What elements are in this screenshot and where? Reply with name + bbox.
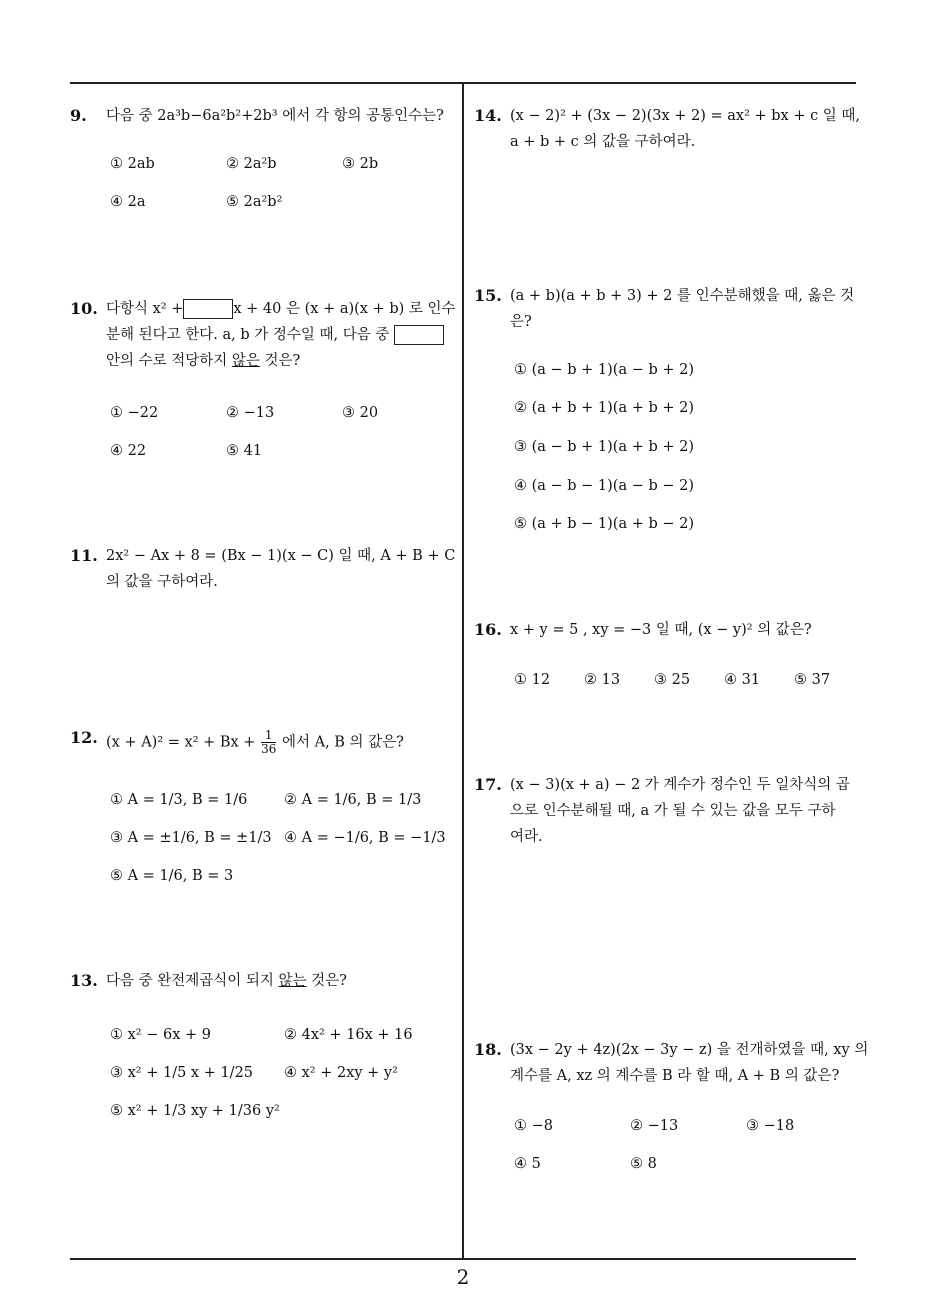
- text-line: 은?: [510, 314, 532, 330]
- choice-1[interactable]: ① −22: [110, 405, 159, 421]
- text-line: (x − 3)(x + a) − 2 가 계수가 정수인 두 일차식의 곱: [510, 777, 850, 793]
- question-number: 16.: [474, 620, 502, 639]
- choice-4[interactable]: ④ 2a: [110, 194, 146, 210]
- text-part: 다음 중 완전제곱식이 되지: [106, 973, 274, 989]
- question-number: 14.: [474, 106, 502, 125]
- question-number: 17.: [474, 775, 502, 794]
- choice-5[interactable]: ⑤ (a + b − 1)(a + b − 2): [514, 516, 695, 532]
- text-line: (a + b)(a + b + 3) + 2 를 인수분해했을 때, 옳은 것: [510, 288, 855, 304]
- choice-4[interactable]: ④ 22: [110, 443, 147, 459]
- choice-5[interactable]: ⑤ 41: [226, 443, 263, 459]
- choice-3[interactable]: ③ −18: [746, 1118, 795, 1134]
- choice-2[interactable]: ② 13: [584, 672, 621, 688]
- question-number: 13.: [70, 971, 98, 990]
- text-part: x + 40 은 (x + a)(x + b) 로 인수: [233, 301, 456, 317]
- choice-2[interactable]: ② 4x² + 16x + 16: [284, 1027, 413, 1043]
- text-line: a + b + c 의 값을 구하여라.: [510, 134, 696, 150]
- question-text: [106, 543, 458, 595]
- text-part: 것은?: [264, 353, 301, 369]
- page-number: 2: [456, 1265, 470, 1289]
- question-number: 10.: [70, 299, 98, 318]
- choice-1[interactable]: ① 12: [514, 672, 551, 688]
- question-number: 15.: [474, 286, 502, 305]
- choice-5[interactable]: ⑤ 8: [630, 1156, 657, 1172]
- choice-5[interactable]: ⑤ x² + 1/3 xy + 1/36 y²: [110, 1103, 280, 1119]
- answer-box: [394, 325, 444, 345]
- answer-box: [183, 299, 233, 319]
- question-number: 9.: [70, 106, 87, 125]
- text-part: (x + A)² = x² + Bx +: [106, 734, 256, 751]
- text-line: (3x − 2y + 4z)(2x − 3y − z) 을 전개하였을 때, xy 의: [510, 1042, 869, 1058]
- question-text: x + y = 5 , xy = −3 일 때, (x − y)² 의 값은?: [510, 622, 812, 638]
- question-text: [510, 1037, 869, 1089]
- choice-1[interactable]: ① x² − 6x + 9: [110, 1027, 211, 1043]
- question-text: [510, 103, 860, 155]
- question-text: [106, 729, 404, 756]
- choice-2[interactable]: ② −13: [630, 1118, 679, 1134]
- choice-4[interactable]: ④ A = −1/6, B = −1/3: [284, 830, 446, 846]
- choice-3[interactable]: ③ x² + 1/5 x + 1/25: [110, 1065, 254, 1081]
- choice-2[interactable]: ② A = 1/6, B = 1/3: [284, 792, 422, 808]
- text-part: 안의 수로 적당하지: [106, 353, 228, 369]
- fraction: [261, 729, 276, 756]
- text-part: 다항식 x² +: [106, 301, 184, 317]
- underlined-text: 않는: [278, 973, 307, 989]
- choice-1[interactable]: ① A = 1/3, B = 1/6: [110, 792, 248, 808]
- question-text: [510, 772, 860, 850]
- choice-1[interactable]: ① 2ab: [110, 156, 155, 172]
- text-part: 분해 된다고 한다. a, b 가 정수일 때, 다음 중: [106, 327, 390, 343]
- choice-4[interactable]: ④ 31: [724, 672, 761, 688]
- text-part: 에서 A, B 의 값은?: [281, 734, 404, 751]
- underlined-text: 않은: [231, 353, 260, 369]
- question-number: 12.: [70, 728, 98, 747]
- text-line: 의 값을 구하여라.: [106, 574, 218, 590]
- text-line: (x − 2)² + (3x − 2)(3x + 2) = ax² + bx + c 일 때,: [510, 108, 861, 124]
- question-text: [106, 968, 347, 994]
- choice-4[interactable]: ④ x² + 2xy + y²: [284, 1065, 398, 1081]
- question-number: 18.: [474, 1040, 502, 1059]
- choice-3[interactable]: ③ 25: [654, 672, 691, 688]
- bottom-rule: [70, 1258, 856, 1260]
- choice-4[interactable]: ④ 5: [514, 1156, 541, 1172]
- text-line: 계수를 A, xz 의 계수를 B 라 할 때, A + B 의 값은?: [510, 1068, 840, 1084]
- text-line: 으로 인수분해될 때, a 가 될 수 있는 값을 모두 구하: [510, 803, 836, 819]
- fraction-denominator: 36: [261, 742, 277, 756]
- question-text: 다음 중 2a³b−6a²b²+2b³ 에서 각 항의 공통인수는?: [106, 108, 444, 124]
- choice-5[interactable]: ⑤ A = 1/6, B = 3: [110, 868, 234, 884]
- choice-2[interactable]: ② 2a²b: [226, 156, 277, 172]
- choice-1[interactable]: ① (a − b + 1)(a − b + 2): [514, 362, 695, 378]
- fraction-numerator: 1: [261, 729, 276, 743]
- choice-5[interactable]: ⑤ 2a²b²: [226, 194, 283, 210]
- choice-3[interactable]: ③ (a − b + 1)(a + b + 2): [514, 439, 695, 455]
- choice-2[interactable]: ② −13: [226, 405, 275, 421]
- choice-4[interactable]: ④ (a − b − 1)(a − b − 2): [514, 478, 695, 494]
- choice-3[interactable]: ③ 2b: [342, 156, 379, 172]
- text-line: 여라.: [510, 829, 543, 845]
- choice-1[interactable]: ① −8: [514, 1118, 553, 1134]
- choice-2[interactable]: ② (a + b + 1)(a + b + 2): [514, 400, 695, 416]
- text-line: 2x² − Ax + 8 = (Bx − 1)(x − C) 일 때, A + B + C: [106, 548, 456, 564]
- choice-5[interactable]: ⑤ 37: [794, 672, 831, 688]
- choice-3[interactable]: ③ 20: [342, 405, 379, 421]
- question-text: [106, 296, 458, 374]
- question-text: [510, 283, 860, 335]
- column-divider: [462, 82, 464, 1259]
- question-number: 11.: [70, 546, 98, 565]
- text-part: 것은?: [311, 973, 347, 989]
- choice-3[interactable]: ③ A = ±1/6, B = ±1/3: [110, 830, 272, 846]
